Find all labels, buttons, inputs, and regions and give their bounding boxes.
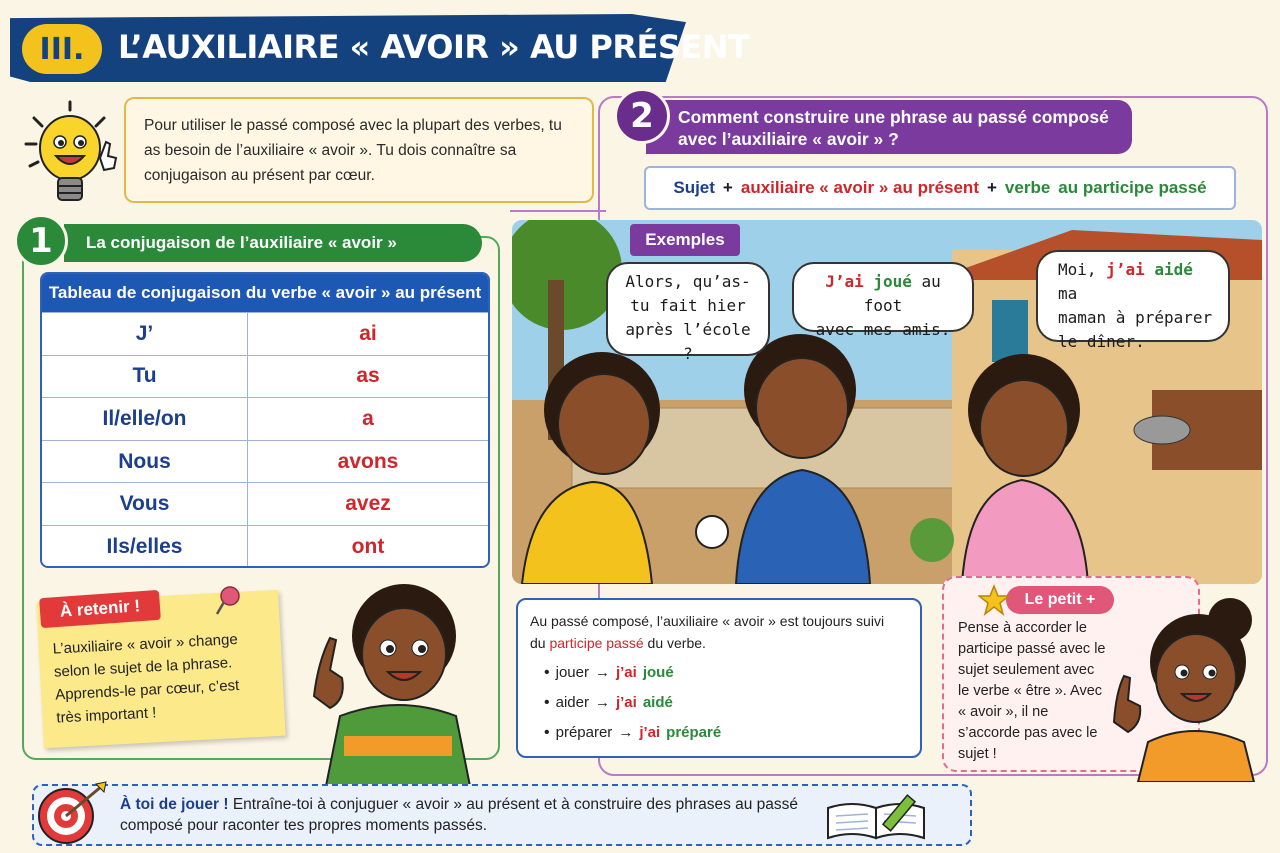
example-participle: joué [642,664,674,681]
formula-plus: + [986,178,997,197]
example-item [544,662,908,684]
speech-bubble-question: Alors, qu’as-tu fait hier après l’école ? [606,262,770,356]
table-row [42,397,488,440]
page-title: L’AUXILIAIRE « AVOIR » AU PRÉSENT [118,28,750,66]
verb-cell: a [362,406,374,430]
example-item [544,692,908,714]
bubble-auxiliary: J’ai [825,272,864,291]
formula-auxiliary: auxiliaire « avoir » au présent [740,178,979,197]
formula-participle: au participe passé [1058,178,1207,197]
bubble-participle: aidé [1154,260,1193,279]
infinitive: jouer [555,664,589,681]
practice-label: À toi de jouer ! [120,796,229,813]
verb-cell: as [356,364,380,388]
explanation-box [516,598,922,758]
bubble-text: au foot [863,272,941,315]
conjugation-table [40,272,490,568]
table-row [42,312,488,355]
example-auxiliary: j’ai [615,694,637,711]
bubble-text: le dîner. [1058,332,1145,351]
examples-tag: Exemples [630,224,740,256]
speech-bubble-example1 [792,262,974,339]
table-caption: Tableau de conjugaison du verbe « avoir » au présent [42,274,488,312]
example-participle: aidé [642,694,673,711]
intro-box: Pour utiliser le passé composé avec la plupart des verbes, tu as besoin de l’auxiliaire « avoir ». Tu dois connaître sa conjugaison au présent par cœur. [124,97,594,203]
arrow-icon: → [594,664,610,681]
arrow-icon: → [618,724,634,741]
girl-illustration [1108,592,1278,782]
section2-title: Comment construire une phrase au passé composé avec l’auxiliaire « avoir » ? [646,100,1132,154]
retenir-text: L’auxiliaire « avoir » change selon le sujet de la phrase. Apprends-le par cœur, c’est très important ! [52,630,240,727]
pushpin-icon [214,586,242,616]
bubble-text: Moi, [1058,260,1097,279]
target-icon [36,780,108,846]
explanation-text: du verbe. [647,635,706,651]
example-item [544,722,908,744]
explanation-text: du [530,635,546,651]
book-pencil-icon [824,790,932,840]
example-participle: préparé [666,724,722,741]
bubble-text: avec mes amis. [815,320,951,339]
bubble-text: maman à préparer [1058,308,1213,327]
verb-cell: ai [359,321,377,345]
infinitive: aider [555,694,589,711]
formula-plus: + [722,178,733,197]
table-row [42,482,488,525]
formula-verb: verbe [1004,178,1051,197]
boy-illustration [300,566,496,786]
star-icon [978,584,1010,616]
pronoun-cell: J’ [42,313,248,355]
bubble-text: ma [1058,284,1078,303]
example-auxiliary: j’ai [615,664,637,681]
pronoun-cell: Nous [42,441,248,483]
bubble-auxiliary: j’ai [1106,260,1145,279]
practice-text [120,794,840,836]
pronoun-cell: Ils/elles [42,526,248,568]
pronoun-cell: Tu [42,356,248,398]
table-row [42,355,488,398]
petit-plus-tag: Le petit + [1006,586,1114,614]
section1-title: La conjugaison de l’auxiliaire « avoir » [64,224,482,262]
lightbulb-icon [22,100,122,210]
speech-bubble-example2 [1036,250,1230,351]
explanation-line: Au passé composé, l’auxiliaire « avoir » est toujours suivi [530,613,885,629]
infinitive: préparer [555,724,613,741]
formula-subject: Sujet [673,178,715,197]
participle-highlight: participe passé [549,635,644,651]
section2-number: 2 [614,88,670,144]
bullet-icon: • [544,664,550,681]
verb-cell: ont [351,534,385,558]
verb-cell: avons [337,449,399,473]
pronoun-cell: Vous [42,483,248,525]
title-number: III. [22,24,102,74]
verb-cell: avez [345,492,391,516]
explanation-line [530,632,908,654]
formula-box [644,166,1236,210]
arrow-icon: → [594,694,610,711]
practice-instructions: Entraîne-toi à conjuguer « avoir » au présent et à construire des phrases au passé composé pour raconter tes propres moments passés. [120,796,799,834]
pronoun-cell: Il/elle/on [42,398,248,440]
section1-number: 1 [14,214,68,268]
bullet-icon: • [544,724,550,741]
example-auxiliary: j’ai [639,724,661,741]
petit-plus-text: Pense à accorder le participe passé avec le sujet seulement avec le verbe « être ». Avec « avoir », il ne s’accorde pas avec le sujet ! [958,620,1106,762]
section2-connector [510,210,606,212]
table-row [42,525,488,568]
bubble-participle: joué [873,272,912,291]
bullet-icon: • [544,694,550,711]
retenir-tag: À retenir ! [39,590,161,628]
table-row [42,440,488,483]
